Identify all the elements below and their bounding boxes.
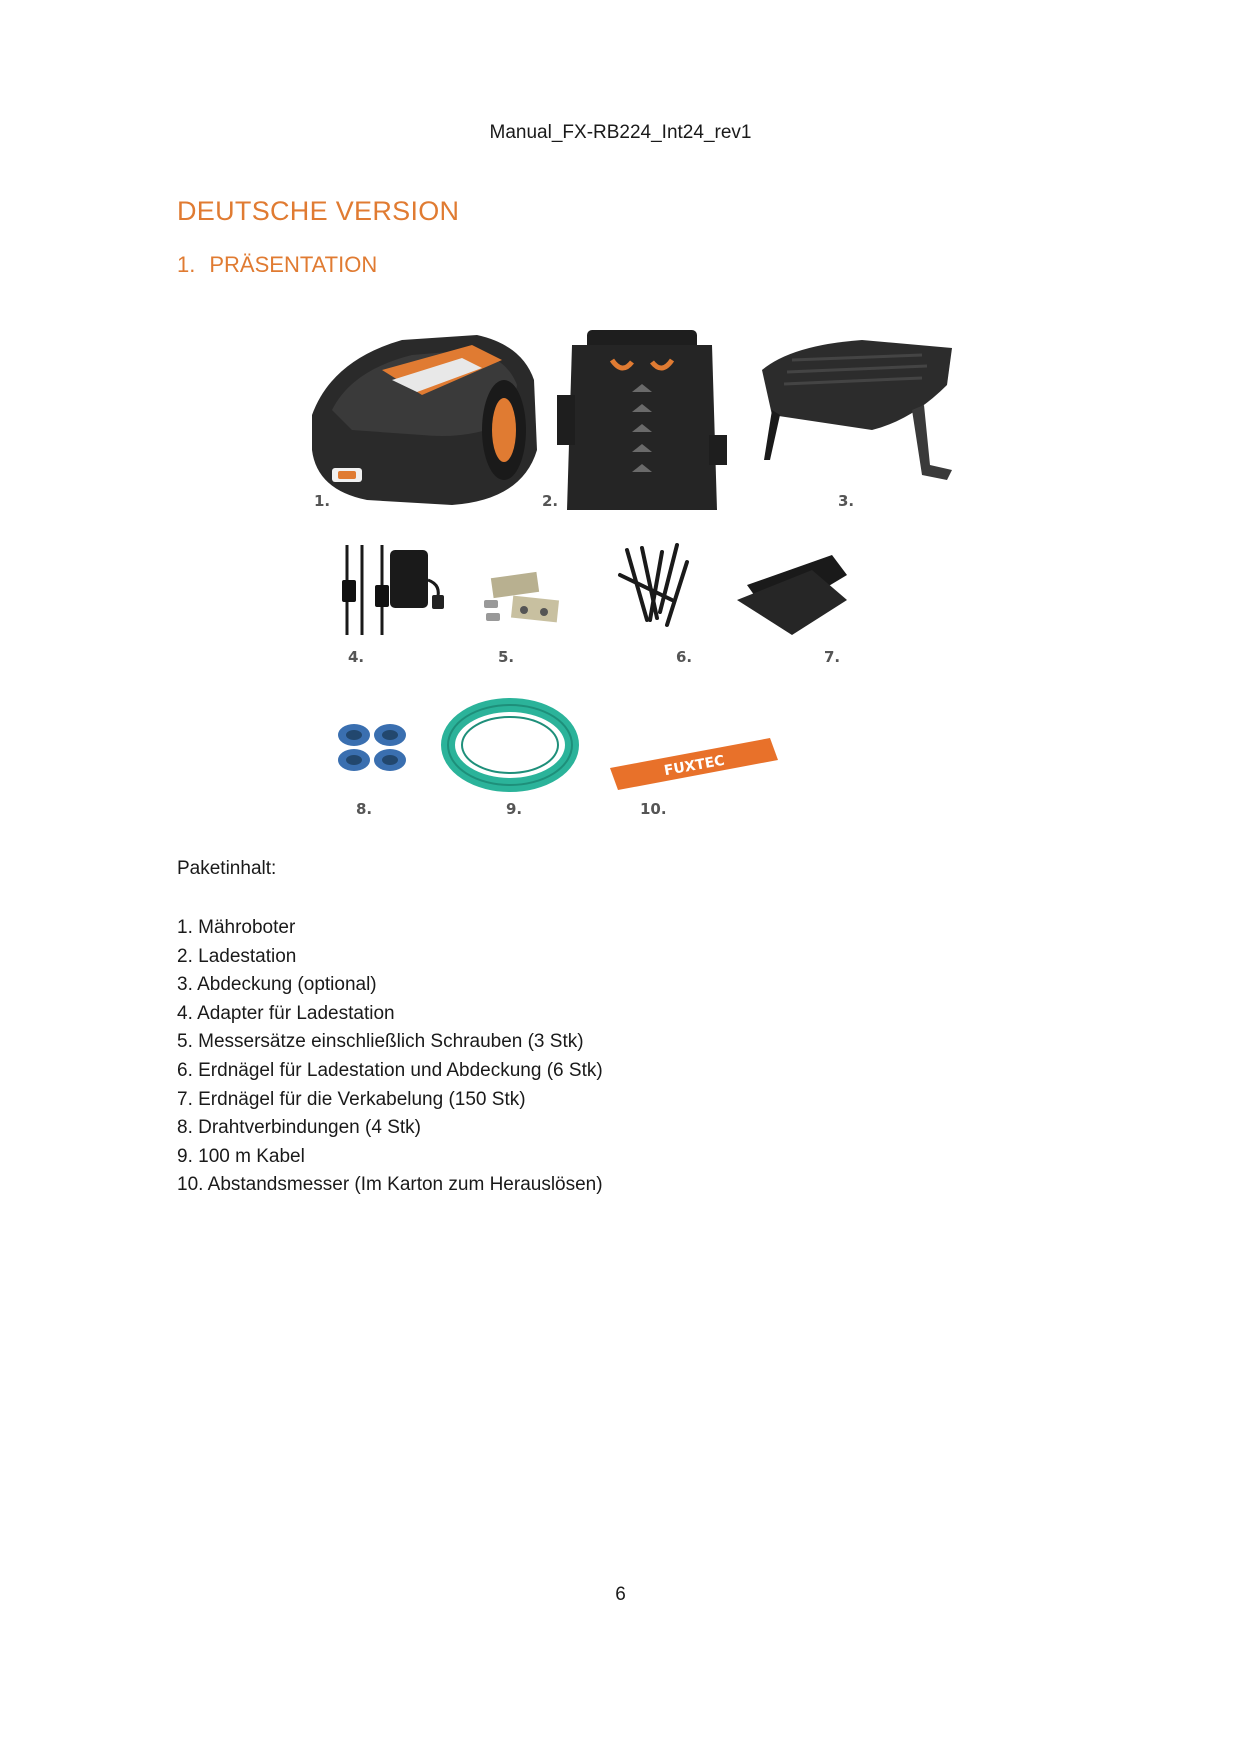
list-item: 1. Mähroboter (177, 917, 296, 938)
document-header: Manual_FX-RB224_Int24_rev1 (489, 122, 752, 143)
figure-label: 5. (498, 648, 515, 666)
gauge-brand-text: FUXTEC (662, 752, 726, 780)
figure-label: 4. (348, 648, 365, 666)
figure-label: 9. (506, 800, 523, 818)
figure-label: 7. (824, 648, 841, 666)
stakes-large-icon (620, 545, 687, 625)
page-number: 6 (615, 1584, 626, 1605)
list-item: 10. Abstandsmesser (Im Karton zum Herauslösen) (177, 1174, 603, 1196)
subsection-title: PRÄSENTATION (209, 252, 378, 277)
figure-label: 2. (542, 492, 559, 510)
pegs-small-icon (737, 555, 847, 635)
distance-gauge-icon (610, 738, 778, 790)
subsection-number: 1. (177, 252, 196, 277)
package-contents-intro: Paketinhalt: (177, 858, 277, 879)
package-contents-list (177, 914, 603, 1200)
adapter-icon (342, 545, 444, 635)
list-item: 6. Erdnägel für Ladestation und Abdeckung (6 Stk) (177, 1059, 603, 1081)
list-item: 7. Erdnägel für die Verkabelung (150 Stk) (177, 1088, 526, 1110)
list-item: 8. Drahtverbindungen (4 Stk) (177, 1117, 421, 1139)
subsection-heading (177, 252, 377, 278)
figure-label: 6. (676, 648, 693, 666)
package-contents-figure (272, 300, 972, 848)
list-item: 9. 100 m Kabel (177, 1145, 305, 1167)
section-title: DEUTSCHE VERSION (177, 196, 460, 226)
figure-label: 1. (314, 492, 331, 510)
charging-station-icon (557, 330, 727, 510)
figure-label: 8. (356, 800, 373, 818)
cover-icon (762, 340, 952, 480)
figure-label: 10. (640, 800, 667, 818)
connectors-icon (338, 724, 406, 771)
blade-set-icon (484, 572, 559, 622)
list-item: 5. Messersätze einschließlich Schrauben (3 Stk) (177, 1031, 584, 1053)
cable-coil-icon (448, 705, 572, 785)
figure-label: 3. (838, 492, 855, 510)
list-item: 2. Ladestation (177, 945, 297, 967)
robot-mower-icon (312, 335, 537, 505)
list-item: 4. Adapter für Ladestation (177, 1002, 395, 1024)
list-item: 3. Abdeckung (optional) (177, 974, 377, 996)
